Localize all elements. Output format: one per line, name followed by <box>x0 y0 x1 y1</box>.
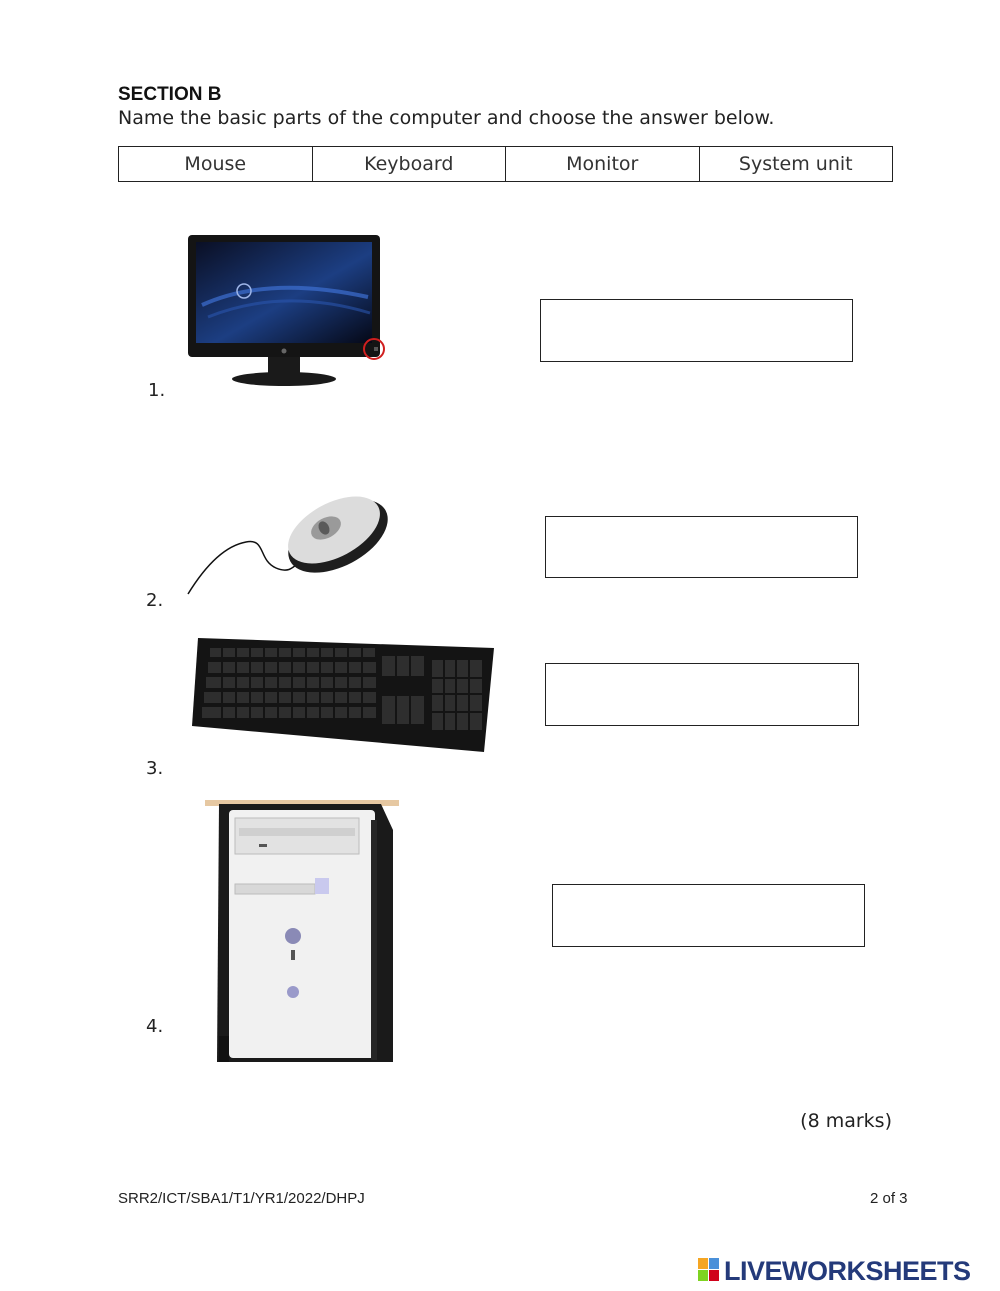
marks-label: (8 marks) <box>800 1110 892 1132</box>
logo-mark-icon <box>698 1258 720 1286</box>
options-table <box>118 146 893 182</box>
question-number: 3. <box>146 758 164 779</box>
instruction-text: Name the basic parts of the computer and choose the answer below. <box>118 107 775 129</box>
answer-box-4[interactable] <box>552 884 865 947</box>
answer-box-1[interactable] <box>540 299 853 362</box>
answer-box-2[interactable] <box>545 516 858 578</box>
logo-text: LIVEWORKSHEETS <box>724 1256 971 1286</box>
option-monitor: Monitor <box>506 147 700 181</box>
question-number: 4. <box>146 1016 164 1037</box>
keyboard-icon <box>192 634 497 760</box>
monitor-icon <box>188 235 393 391</box>
mouse-icon <box>184 488 399 602</box>
liveworksheets-logo <box>698 1256 971 1287</box>
question-number: 2. <box>146 590 164 611</box>
answer-box-3[interactable] <box>545 663 859 726</box>
page-number: 2 of 3 <box>870 1190 908 1207</box>
question-number: 1. <box>148 380 166 401</box>
section-title: SECTION B <box>118 84 222 105</box>
document-code: SRR2/ICT/SBA1/T1/YR1/2022/DHPJ <box>118 1190 365 1207</box>
option-system-unit: System unit <box>738 153 853 175</box>
option-mouse: Mouse <box>119 147 313 181</box>
option-keyboard: Keyboard <box>313 147 507 181</box>
system-unit-icon <box>205 800 405 1074</box>
